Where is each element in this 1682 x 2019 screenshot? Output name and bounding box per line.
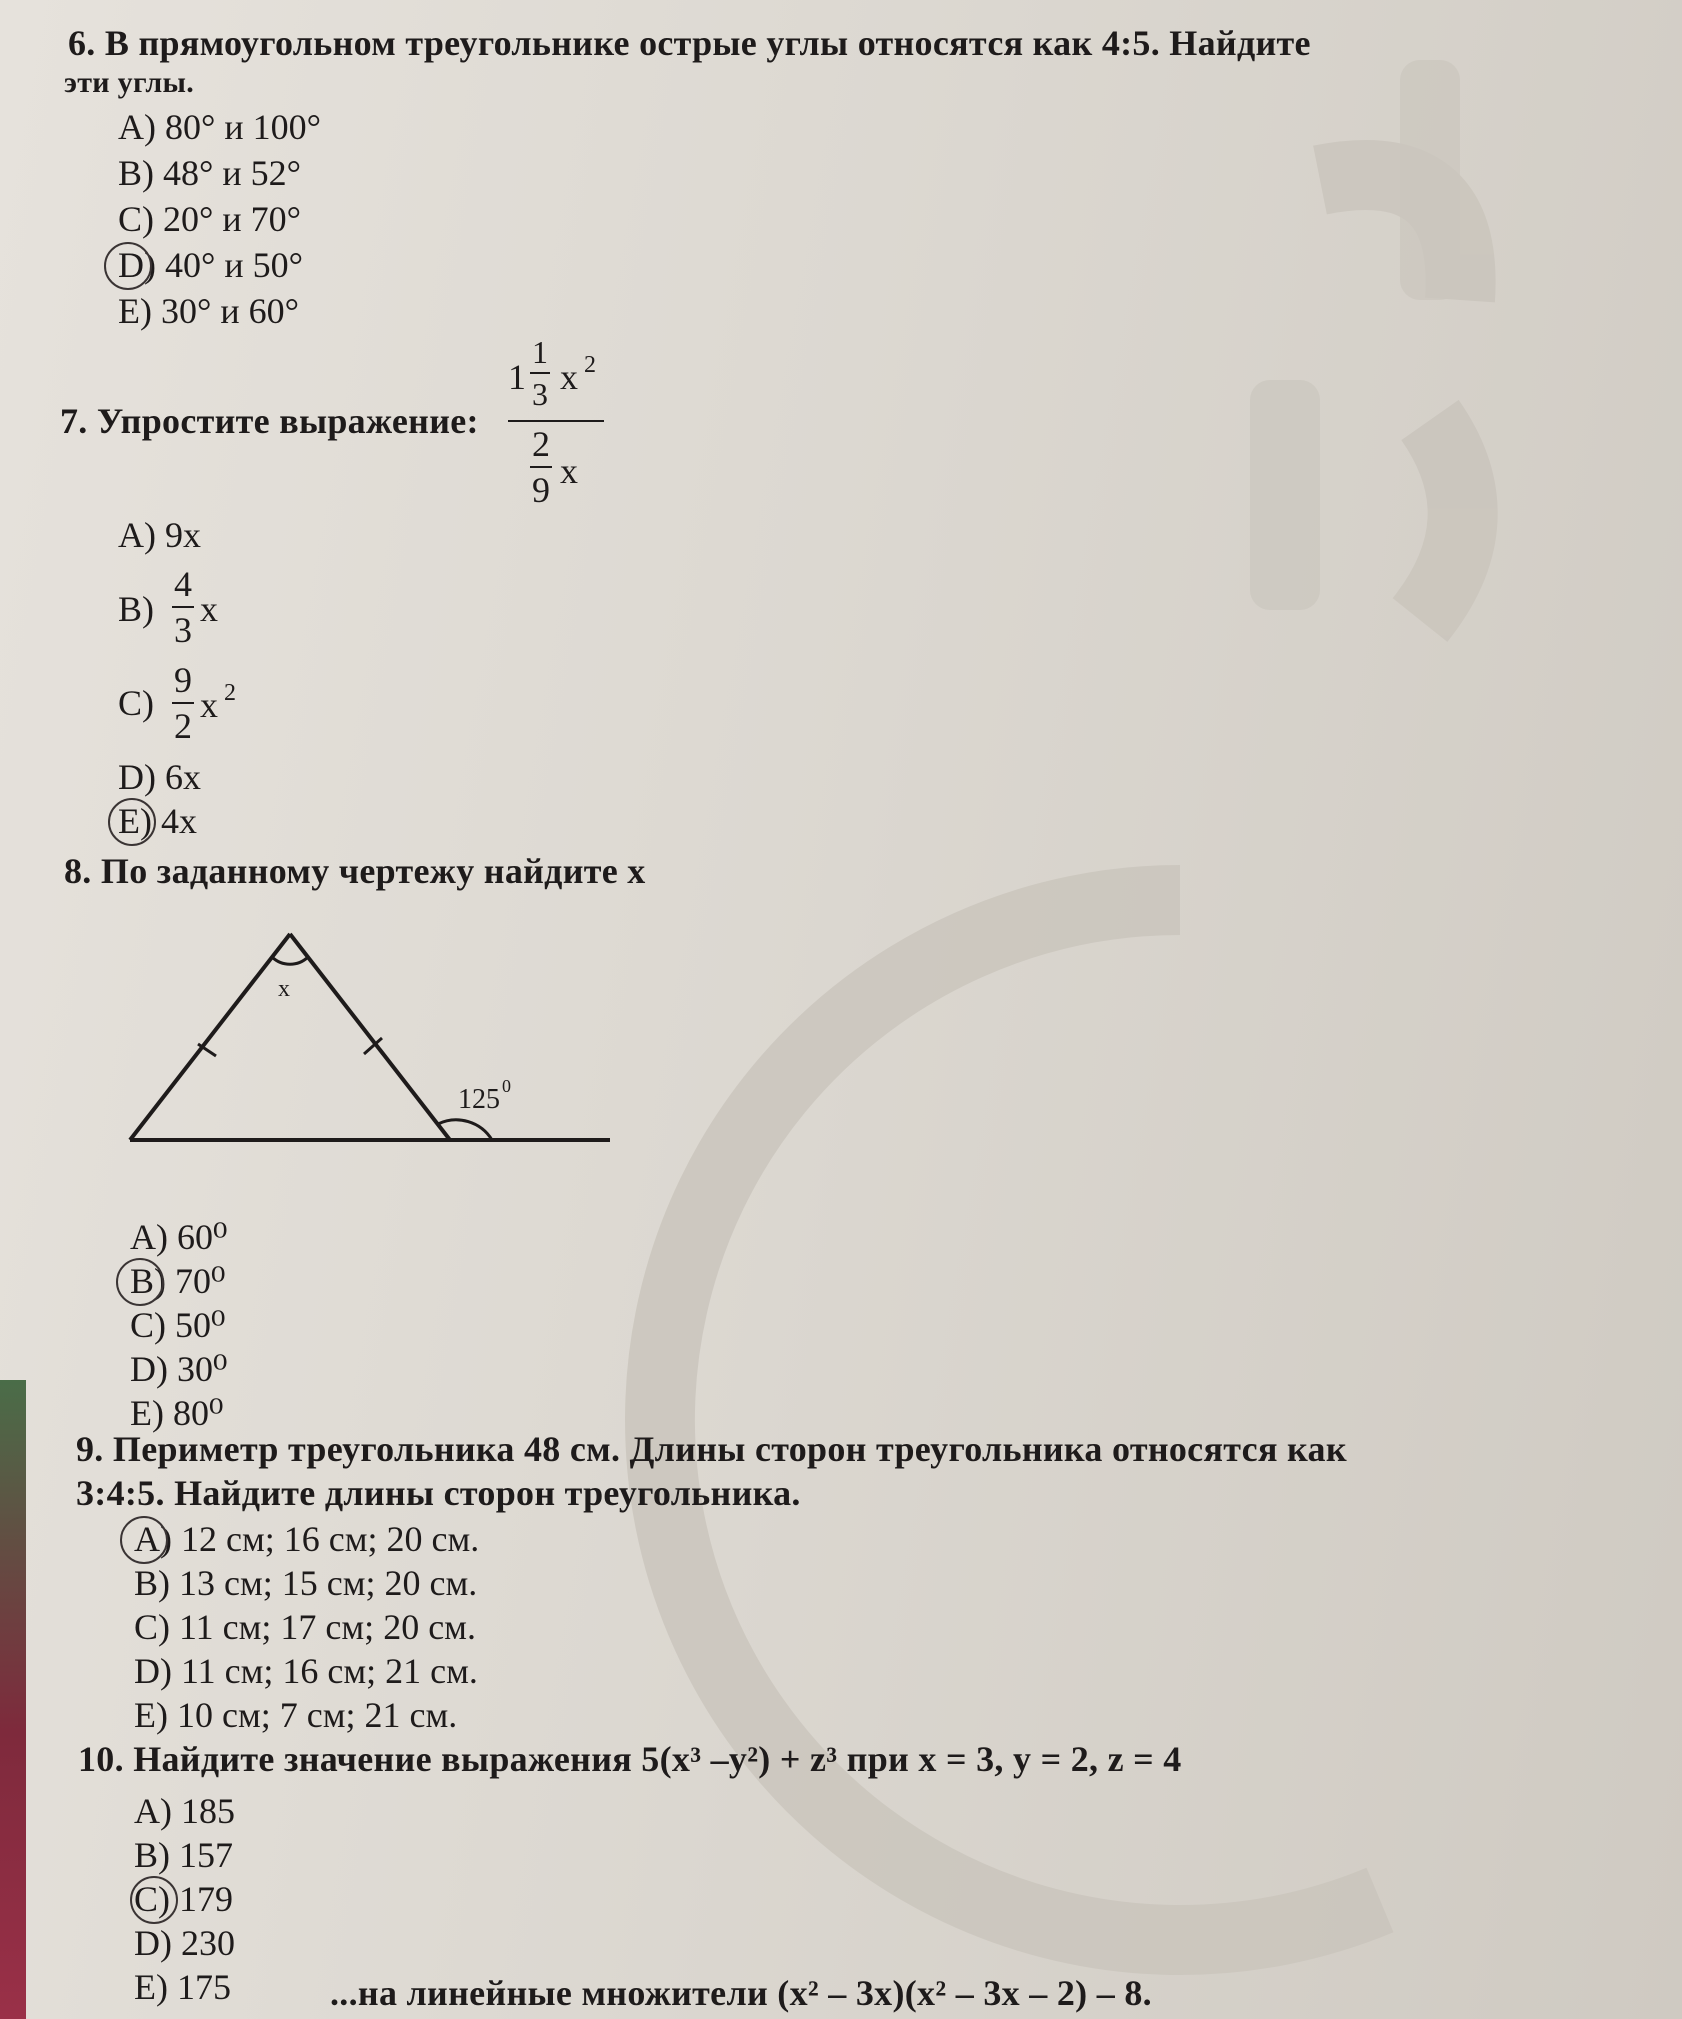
q10-option-c: C) 179 xyxy=(134,1879,233,1919)
q9-option-a: A) 12 см; 16 см; 20 см. xyxy=(134,1519,480,1559)
q7-expr-lower-x: x xyxy=(560,451,578,491)
q8-text: 8. По заданному чертежу найдите x xyxy=(64,851,646,891)
q8-option-a: A) 60⁰ xyxy=(130,1217,228,1257)
q7-option-a: A) 9x xyxy=(118,515,201,555)
q7-option-b-den: 3 xyxy=(174,610,192,650)
q10-text: 10. Найдите значение выражения 5(x³ –y²) + z³ при x = 3, y = 2, z = 4 xyxy=(78,1739,1182,1779)
q8-option-d: D) 30⁰ xyxy=(130,1349,228,1389)
q6-option-a: A) 80° и 100° xyxy=(118,107,322,147)
q8-option-c: C) 50⁰ xyxy=(130,1305,226,1345)
q7-option-d: D) 6x xyxy=(118,757,201,797)
q7-expr-lower-den: 9 xyxy=(532,470,550,510)
q6-option-b: B) 48° и 52° xyxy=(118,153,302,193)
q7-expr-lower-num: 2 xyxy=(530,426,552,468)
q7-option-c-exp: 2 xyxy=(224,680,236,706)
q7-option-b-label: B) xyxy=(118,589,154,629)
q8-angle-x-label: x xyxy=(278,976,290,1002)
q7-expr-lower-frac xyxy=(530,426,552,508)
q7-answer-circle xyxy=(108,798,156,846)
q7-option-c-num: 9 xyxy=(172,662,194,704)
q7-option-c-label: C) xyxy=(118,683,154,723)
q10-option-e: E) 175 xyxy=(134,1967,231,2007)
q7-expr-num: 1 xyxy=(530,336,550,374)
q7-expr-exp: 2 xyxy=(584,352,596,378)
q10-option-b: B) 157 xyxy=(134,1835,233,1875)
q9-option-e: E) 10 см; 7 см; 21 см. xyxy=(134,1695,458,1735)
q10-option-a: A) 185 xyxy=(134,1791,235,1831)
q7-option-b-frac xyxy=(172,566,194,648)
q8-option-b: B) 70⁰ xyxy=(130,1261,226,1301)
q8-triangle-diagram xyxy=(120,920,620,1150)
q9-option-d: D) 11 см; 16 см; 21 см. xyxy=(134,1651,478,1691)
q7-option-b-num: 4 xyxy=(172,566,194,608)
q10-option-d: D) 230 xyxy=(134,1923,235,1963)
q8-option-e: E) 80⁰ xyxy=(130,1393,224,1433)
q6-answer-circle xyxy=(104,242,152,290)
q8-answer-circle xyxy=(116,1258,164,1306)
q9-option-b: B) 13 см; 15 см; 20 см. xyxy=(134,1563,478,1603)
q6-text-line1: 6. В прямоугольном треугольнике острые углы относятся как 4:5. Найдите xyxy=(68,23,1311,63)
q6-text-line2: эти углы. xyxy=(64,66,195,99)
q7-main-fraction-bar xyxy=(508,420,604,422)
q11-partial-text: ...на линейные множители (x² – 3x)(x² – 3x – 2) – 8. xyxy=(330,1973,1152,2013)
q9-text-line1: 9. Периметр треугольника 48 см. Длины сторон треугольника относятся как xyxy=(76,1429,1347,1469)
q8-angle-degree-mark: 0 xyxy=(502,1076,511,1096)
q9-text-line2: 3:4:5. Найдите длины сторон треугольника. xyxy=(76,1473,801,1513)
q6-option-e: E) 30° и 60° xyxy=(118,291,300,331)
q7-option-e: E) 4x xyxy=(118,801,197,841)
q7-option-c-den: 2 xyxy=(174,706,192,746)
q7-option-c-frac xyxy=(172,662,194,744)
q7-option-c-x: x xyxy=(200,685,218,725)
q7-option-b-x: x xyxy=(200,589,218,629)
q7-expr-whole: 1 xyxy=(508,357,526,397)
q8-angle-125-label: 125 xyxy=(458,1084,500,1115)
q9-answer-circle xyxy=(120,1516,168,1564)
q7-text: 7. Упростите выражение: xyxy=(60,401,479,441)
q7-expr-den: 3 xyxy=(532,376,548,412)
q7-expr-x: x xyxy=(560,357,578,397)
q9-option-c: C) 11 см; 17 см; 20 см. xyxy=(134,1607,476,1647)
q6-option-c: C) 20° и 70° xyxy=(118,199,302,239)
q7-expr-mixed-frac xyxy=(530,336,550,410)
q6-option-d: D) 40° и 50° xyxy=(118,245,304,285)
q10-answer-circle xyxy=(130,1876,178,1924)
